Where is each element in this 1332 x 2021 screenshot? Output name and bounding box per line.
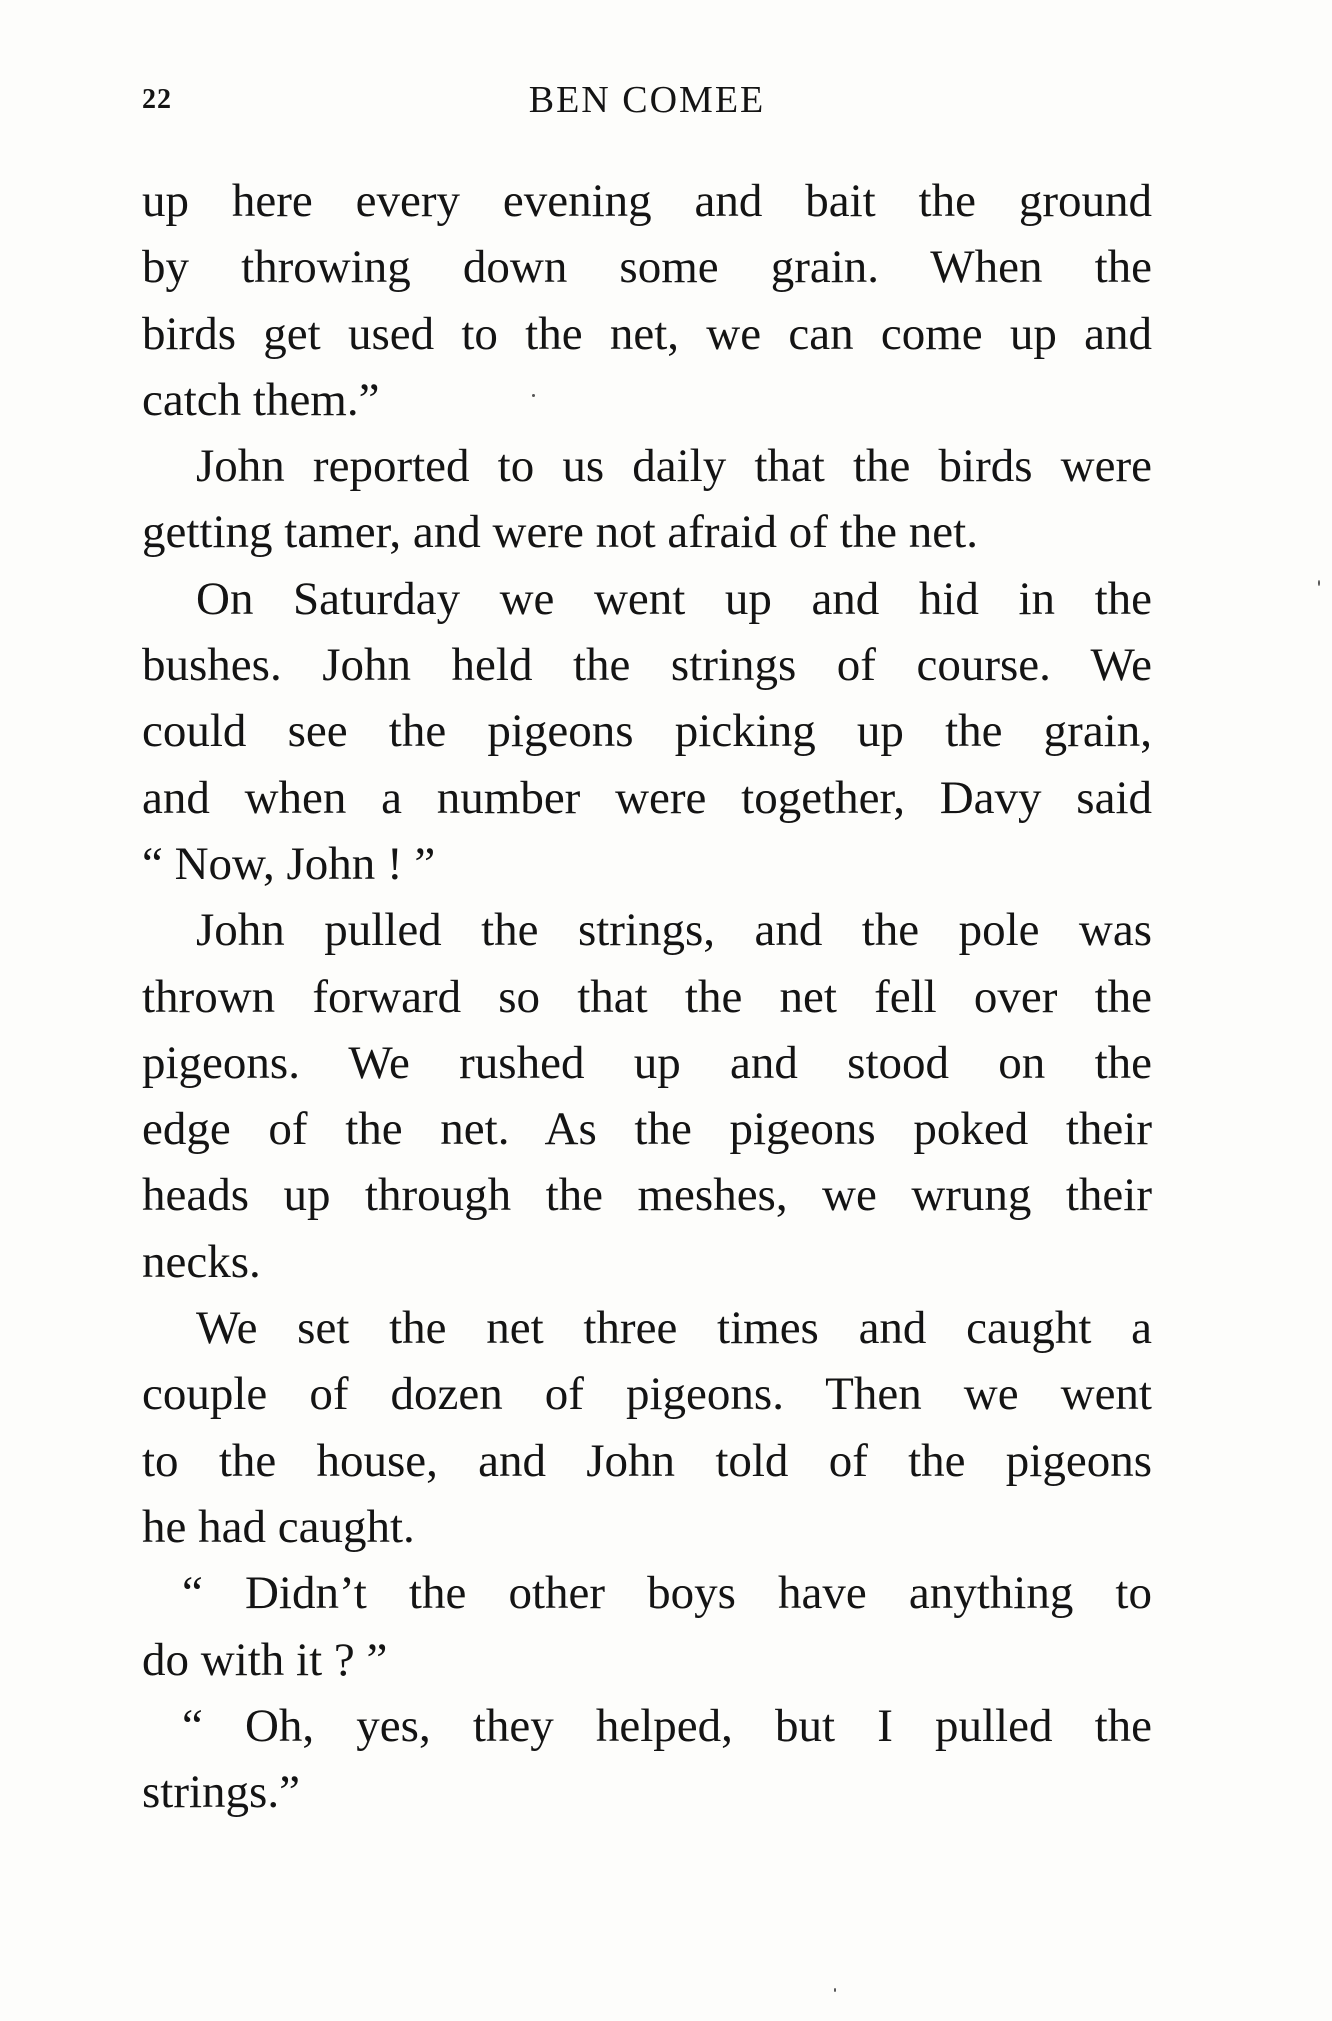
text-line: getting tamer, and were not afraid of the net. [142,506,978,559]
text-line: On Saturday we went up and hid in the [196,572,1152,625]
text-line: thrown forward so that the net fell over the [142,970,1152,1023]
text-line: necks. [142,1235,261,1288]
text-line: heads up through the meshes, we wrung their [142,1169,1152,1222]
text-line: couple of dozen of pigeons. Then we went [142,1368,1152,1421]
text-line: he had caught. [142,1500,415,1553]
text-line: catch them.” [142,373,380,426]
page-number: 22 [142,84,172,115]
paper-speck [532,394,535,397]
text-line: up here every evening and bait the ground [142,175,1152,227]
text-line: bushes. John held the strings of course. We [142,639,1152,692]
text-line: John reported to us daily that the birds were [196,440,1152,493]
body-text [142,168,1152,1825]
running-title: BEN COMEE [528,79,766,121]
paper-speck [1318,580,1320,586]
text-line: could see the pigeons picking up the grain, [142,705,1152,758]
text-line: and when a number were together, Davy said [142,771,1152,824]
text-line: “ Didn’t the other boys have anything to [182,1567,1152,1620]
text-line: We set the net three times and caught a [196,1302,1152,1355]
text-line: edge of the net. As the pigeons poked their [142,1103,1152,1156]
text-line: by throwing down some grain. When the [142,241,1152,294]
text-line: “ Now, John ! ” [142,837,436,890]
page-header [142,78,1152,128]
paper-speck [834,1988,836,1992]
text-line: do with it ? ” [142,1633,388,1686]
text-line: strings.” [142,1766,300,1819]
text-line: “ Oh, yes, they helped, but I pulled the [182,1699,1152,1752]
text-line: to the house, and John told of the pigeons [142,1434,1152,1487]
text-line: pigeons. We rushed up and stood on the [142,1036,1152,1089]
text-line: birds get used to the net, we can come up and [142,307,1152,360]
text-line: John pulled the strings, and the pole was [196,904,1152,957]
